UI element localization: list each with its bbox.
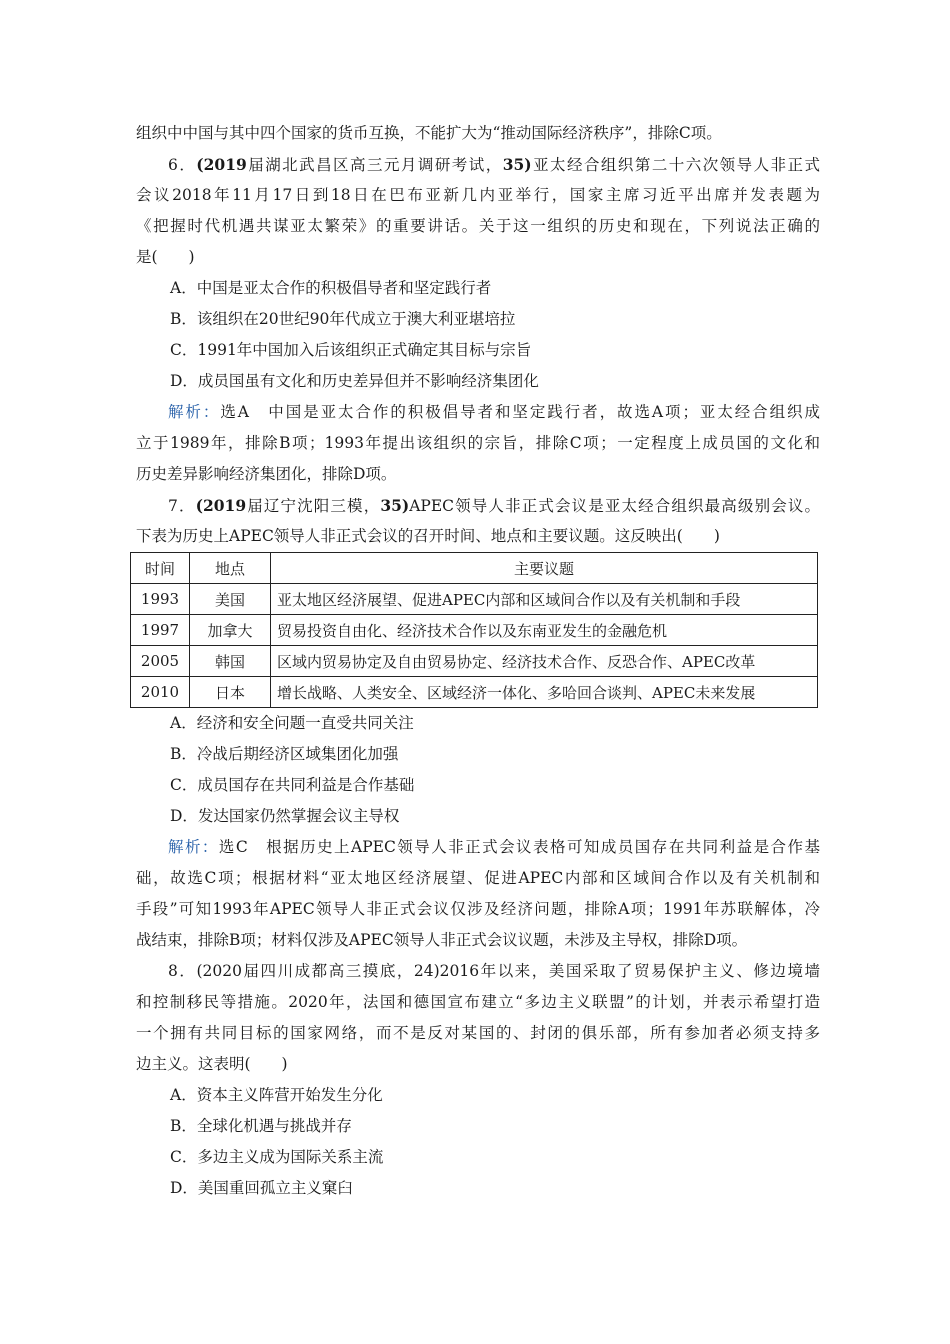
q7-option-b: B．冷战后期经济区域集团化加强 bbox=[170, 745, 399, 763]
table-cell-place: 美国 bbox=[190, 584, 271, 615]
q6-explanation-3: 历史差异影响经济集团化，排除D项。 bbox=[136, 465, 397, 483]
q7-number: 7． bbox=[168, 497, 196, 515]
q7-explanation-3: 手段”可知1993年APEC领导人非正式会议仅涉及经济问题，排除A项；1991年苏联解体，冷 bbox=[136, 900, 820, 918]
q6-option-b: B．该组织在20世纪90年代成立于澳大利亚堪培拉 bbox=[170, 310, 516, 328]
q6-explanation-1: 解析：选A 中国是亚太合作的积极倡导者和坚定践行者，故选A项；亚太经合组织成 bbox=[168, 403, 820, 421]
q6-line-1 bbox=[136, 149, 820, 180]
table-cell-place: 加拿大 bbox=[190, 615, 271, 646]
q8-line-3: 一个拥有共同目标的国家网络，而不是反对某国的、封闭的俱乐部，所有参加者必须支持多 bbox=[136, 1024, 820, 1042]
table-cell-topic: 贸易投资自由化、经济技术合作以及东南亚发生的金融危机 bbox=[271, 615, 818, 646]
q8-option-a: A．资本主义阵营开始发生分化 bbox=[170, 1086, 383, 1104]
q6-number: 6． bbox=[168, 156, 197, 174]
q7-explanation-4: 战结束，排除B项；材料仅涉及APEC领导人非正式会议议题，未涉及主导权，排除D项。 bbox=[136, 931, 748, 949]
q7-explanation-1: 解析：选C 根据历史上APEC领导人非正式会议表格可知成员国存在共同利益是合作基 bbox=[168, 838, 820, 856]
q8-line-1: 8．(2020届四川成都高三摸底，24)2016年以来，美国采取了贸易保护主义、修边境墙 bbox=[168, 962, 820, 980]
apec-meetings-table bbox=[130, 552, 818, 708]
table-header-cell: 主要议题 bbox=[271, 553, 818, 584]
q6-stem-start: 亚太经合组织第二十六次领导人非正式 bbox=[531, 156, 820, 174]
q6-option-c: C．1991年中国加入后该组织正式确定其目标与宗旨 bbox=[170, 341, 532, 359]
table-cell-topic: 亚太地区经济展望、促进APEC内部和区域间合作以及有关机制和手段 bbox=[271, 584, 818, 615]
table-row bbox=[131, 677, 818, 708]
q7-explanation-label: 解析： bbox=[168, 838, 219, 856]
q7-source-year: (2019 bbox=[195, 496, 247, 515]
table-header-row bbox=[131, 553, 818, 584]
q7-explanation-2: 础，故选C项；根据材料“亚太地区经济展望、促进APEC内部和区域间合作以及有关机制和 bbox=[136, 869, 820, 887]
q7-stem-start: APEC领导人非正式会议是亚太经合组织最高级别会议。 bbox=[409, 497, 820, 515]
q6-source-num: 35) bbox=[502, 155, 532, 174]
q6-line-3: 《把握时代机遇共谋亚太繁荣》的重要讲话。关于这一组织的历史和现在，下列说法正确的 bbox=[136, 217, 820, 235]
table-row bbox=[131, 646, 818, 677]
table-cell-year: 1997 bbox=[131, 615, 190, 646]
q8-line-4: 边主义。这表明( ) bbox=[136, 1055, 288, 1073]
q7-source: 届辽宁沈阳三模， bbox=[246, 497, 381, 515]
table-header-cell: 地点 bbox=[190, 553, 271, 584]
table-cell-year: 1993 bbox=[131, 584, 190, 615]
q6-line-4: 是( ) bbox=[136, 248, 195, 266]
table-cell-topic: 增长战略、人类安全、区域经济一体化、多哈回合谈判、APEC未来发展 bbox=[271, 677, 818, 708]
q6-option-d: D．成员国虽有文化和历史差异但并不影响经济集团化 bbox=[170, 372, 539, 390]
q6-line-2: 会议2018年11月17日到18日在巴布亚新几内亚举行，国家主席习近平出席并发表题为 bbox=[136, 186, 820, 204]
q6-option-a: A．中国是亚太合作的积极倡导者和坚定践行者 bbox=[170, 279, 492, 297]
q8-option-c: C．多边主义成为国际关系主流 bbox=[170, 1148, 384, 1166]
q6-explanation-label: 解析： bbox=[168, 403, 221, 421]
q6-source: 届湖北武昌区高三元月调研考试， bbox=[246, 156, 503, 174]
table-cell-place: 日本 bbox=[190, 677, 271, 708]
q8-option-d: D．美国重回孤立主义窠臼 bbox=[170, 1179, 353, 1197]
q6-explanation-2: 立于1989年，排除B项；1993年提出该组织的宗旨，排除C项；一定程度上成员国的文化和 bbox=[136, 434, 820, 452]
q7-line-1 bbox=[136, 490, 820, 521]
table-cell-year: 2005 bbox=[131, 646, 190, 677]
q7-option-d: D．发达国家仍然掌握会议主导权 bbox=[170, 807, 400, 825]
table-cell-place: 韩国 bbox=[190, 646, 271, 677]
table-header-cell: 时间 bbox=[131, 553, 190, 584]
table-cell-year: 2010 bbox=[131, 677, 190, 708]
table-row bbox=[131, 615, 818, 646]
q8-option-b: B．全球化机遇与挑战并存 bbox=[170, 1117, 352, 1135]
q8-line-2: 和控制移民等措施。2020年，法国和德国宣布建立“多边主义联盟”的计划，并表示希望打造 bbox=[136, 993, 820, 1011]
q6-source-year: (2019 bbox=[196, 155, 247, 174]
q7-source-num: 35) bbox=[380, 496, 410, 515]
table-cell-topic: 区域内贸易协定及自由贸易协定、经济技术合作、反恐合作、APEC改革 bbox=[271, 646, 818, 677]
intro-paragraph: 组织中中国与其中四个国家的货币互换，不能扩大为“推动国际经济秩序”，排除C项。 bbox=[136, 124, 722, 142]
q7-option-c: C．成员国存在共同利益是合作基础 bbox=[170, 776, 415, 794]
q7-option-a: A．经济和安全问题一直受共同关注 bbox=[170, 714, 414, 732]
document-page bbox=[136, 118, 820, 1204]
table-row bbox=[131, 584, 818, 615]
q7-line-2: 下表为历史上APEC领导人非正式会议的召开时间、地点和主要议题。这反映出( ) bbox=[136, 527, 720, 545]
